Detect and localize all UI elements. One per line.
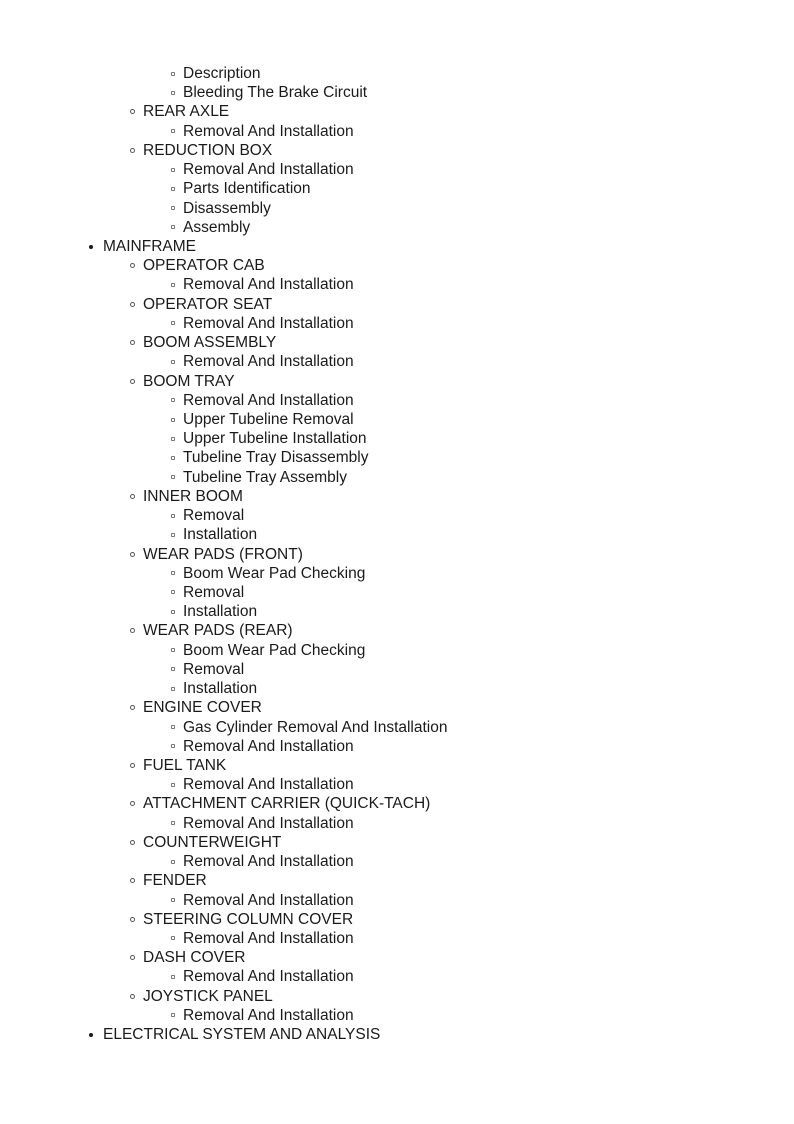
toc-subsection[interactable]	[143, 295, 272, 314]
toc-subsection[interactable]	[143, 372, 235, 391]
bullet-icon	[127, 295, 137, 314]
toc-entry[interactable]	[183, 391, 354, 410]
bullet-icon	[86, 237, 96, 256]
toc-entry[interactable]	[183, 468, 347, 487]
toc-subsection[interactable]	[143, 871, 207, 890]
toc-subsection[interactable]	[143, 756, 226, 775]
toc-entry-label: BOOM TRAY	[143, 372, 235, 390]
bullet-icon	[168, 179, 178, 198]
bullet-icon	[168, 275, 178, 294]
bullet-icon	[168, 583, 178, 602]
bullet-icon	[168, 352, 178, 371]
toc-entry-label: Tubeline Tray Assembly	[183, 468, 347, 486]
toc-section[interactable]	[103, 237, 196, 256]
bullet-icon	[168, 641, 178, 660]
toc-entry-label: INNER BOOM	[143, 487, 243, 505]
bullet-icon	[168, 718, 178, 737]
toc-entry-label: REDUCTION BOX	[143, 141, 273, 159]
toc-entry-label: Removal And Installation	[183, 161, 354, 179]
toc-subsection[interactable]	[143, 256, 265, 275]
bullet-icon	[127, 487, 137, 506]
toc-subsection[interactable]	[143, 621, 293, 640]
toc-entry-label: Upper Tubeline Removal	[183, 411, 354, 428]
toc-subsection[interactable]	[143, 487, 243, 506]
toc-entry-label: ATTACHMENT CARRIER (QUICK-TACH)	[143, 795, 431, 813]
toc-entry[interactable]	[183, 967, 354, 986]
bullet-icon	[168, 506, 178, 525]
toc-entry[interactable]	[183, 448, 369, 467]
toc-entry[interactable]	[183, 718, 448, 737]
bullet-icon	[168, 429, 178, 448]
toc-entry-label: Upper Tubeline Installation	[183, 430, 367, 448]
toc-entry[interactable]	[183, 314, 354, 333]
toc-subsection[interactable]	[143, 794, 430, 813]
toc-entry[interactable]	[183, 525, 257, 544]
bullet-icon	[168, 564, 178, 583]
toc-entry[interactable]	[183, 83, 367, 102]
toc-entry-label: ENGINE COVER	[143, 699, 262, 717]
toc-entry[interactable]	[183, 641, 365, 660]
toc-entry-label: Assembly	[183, 218, 251, 236]
toc-entry-label: Removal And Installation	[183, 968, 354, 986]
toc-entry-label: Removal And Installation	[183, 776, 354, 794]
bullet-icon	[168, 814, 178, 833]
toc-entry-label: JOYSTICK PANEL	[143, 987, 273, 1005]
bullet-icon	[168, 891, 178, 910]
toc-entry[interactable]	[183, 737, 354, 756]
toc-entry[interactable]	[183, 1006, 354, 1025]
toc-entry-label: Removal And Installation	[183, 314, 354, 332]
toc-entry[interactable]	[183, 160, 354, 179]
toc-entry[interactable]	[183, 64, 261, 83]
toc-entry-label: Installation	[183, 526, 258, 544]
toc-entry[interactable]	[183, 891, 354, 910]
bullet-icon	[168, 314, 178, 333]
bullet-icon	[168, 967, 178, 986]
toc-subsection[interactable]	[143, 948, 246, 967]
bullet-icon	[168, 160, 178, 179]
bullet-icon	[127, 141, 137, 160]
toc-entry-label: Description	[183, 65, 261, 82]
bullet-icon	[168, 83, 178, 102]
toc-entry[interactable]	[183, 429, 367, 448]
bullet-icon	[127, 333, 137, 352]
toc-entry[interactable]	[183, 122, 354, 141]
bullet-icon	[168, 525, 178, 544]
toc-section[interactable]	[103, 1025, 380, 1044]
bullet-icon	[168, 64, 178, 83]
toc-subsection[interactable]	[143, 698, 262, 717]
bullet-icon	[127, 948, 137, 967]
toc-entry-label: FENDER	[143, 872, 207, 890]
toc-entry[interactable]	[183, 352, 354, 371]
toc-entry-label: Removal	[183, 507, 245, 525]
toc-entry-label: Removal	[183, 660, 245, 678]
bullet-icon	[127, 372, 137, 391]
toc-entry[interactable]	[183, 602, 257, 621]
toc-entry-label: Gas Cylinder Removal And Installation	[183, 718, 448, 736]
toc-entry-label: Tubeline Tray Disassembly	[183, 449, 369, 467]
toc-entry-label: Removal And Installation	[183, 1006, 354, 1024]
bullet-icon	[127, 871, 137, 890]
toc-entry-label: OPERATOR SEAT	[143, 295, 273, 313]
toc-entry-label: Removal	[183, 583, 245, 601]
toc-entry-label: FUEL TANK	[143, 756, 227, 774]
toc-entry[interactable]	[183, 410, 354, 429]
toc-entry[interactable]	[183, 775, 354, 794]
toc-subsection[interactable]	[143, 987, 273, 1006]
bullet-icon	[168, 602, 178, 621]
bullet-icon	[127, 910, 137, 929]
toc-entry[interactable]	[183, 199, 271, 218]
bullet-icon	[168, 410, 178, 429]
toc-entry-label: Removal And Installation	[183, 929, 354, 947]
toc-entry-label: Removal And Installation	[183, 853, 354, 870]
toc-entry-label: DASH COVER	[143, 949, 246, 967]
bullet-icon	[168, 929, 178, 948]
toc-entry-label: WEAR PADS (REAR)	[143, 622, 293, 640]
bullet-icon	[168, 775, 178, 794]
toc-entry[interactable]	[183, 814, 354, 833]
bullet-icon	[168, 1006, 178, 1025]
bullet-icon	[168, 122, 178, 141]
toc-entry[interactable]	[183, 564, 365, 583]
bullet-icon	[168, 391, 178, 410]
bullet-icon	[127, 621, 137, 640]
toc-entry-label: BOOM ASSEMBLY	[143, 334, 277, 352]
toc-entry[interactable]	[183, 179, 311, 198]
toc-entry-label: Parts Identification	[183, 180, 311, 198]
toc-subsection[interactable]	[143, 545, 303, 564]
toc-entry-label: Boom Wear Pad Checking	[183, 641, 366, 659]
toc-entry[interactable]	[183, 506, 244, 525]
toc-entry-label: Boom Wear Pad Checking	[183, 564, 366, 582]
toc-entry-label: Disassembly	[183, 199, 271, 217]
toc-entry-label: Removal And Installation	[183, 353, 354, 371]
bullet-icon	[127, 833, 137, 852]
bullet-icon	[168, 468, 178, 487]
toc-entry-label: Removal And Installation	[183, 276, 354, 294]
toc-entry-label: ELECTRICAL SYSTEM AND ANALYSIS	[103, 1026, 381, 1043]
toc-entry[interactable]	[183, 583, 244, 602]
toc-entry-label: Removal And Installation	[183, 814, 354, 832]
bullet-icon	[168, 660, 178, 679]
toc-entry-label: Removal And Installation	[183, 391, 354, 409]
bullet-icon	[127, 102, 137, 121]
bullet-icon	[127, 987, 137, 1006]
bullet-icon	[168, 199, 178, 218]
toc-entry[interactable]	[183, 852, 354, 871]
toc-subsection[interactable]	[143, 102, 229, 121]
bullet-icon	[168, 448, 178, 467]
toc-subsection[interactable]	[143, 910, 353, 929]
toc-entry-label: Removal And Installation	[183, 737, 354, 755]
toc-entry-label: Bleeding The Brake Circuit	[183, 84, 368, 102]
toc-entry[interactable]	[183, 679, 257, 698]
bullet-icon	[86, 1025, 96, 1044]
bullet-icon	[127, 545, 137, 564]
bullet-icon	[168, 679, 178, 698]
toc-entry[interactable]	[183, 660, 244, 679]
toc-subsection[interactable]	[143, 333, 276, 352]
toc-entry-label: REAR AXLE	[143, 103, 230, 121]
toc-entry[interactable]	[183, 929, 354, 948]
bullet-icon	[168, 218, 178, 237]
bullet-icon	[127, 756, 137, 775]
toc-entry-label: COUNTERWEIGHT	[143, 833, 282, 851]
toc-entry-label: Installation	[183, 680, 258, 697]
toc-subsection[interactable]	[143, 141, 272, 160]
bullet-icon	[168, 737, 178, 756]
bullet-icon	[168, 852, 178, 871]
bullet-icon	[127, 256, 137, 275]
toc-entry-label: MAINFRAME	[103, 238, 196, 255]
bullet-icon	[127, 698, 137, 717]
toc-entry[interactable]	[183, 218, 250, 237]
toc-subsection[interactable]	[143, 833, 281, 852]
toc-entry-label: Installation	[183, 603, 258, 621]
toc-entry-label: Removal And Installation	[183, 891, 354, 909]
toc-entry-label: OPERATOR CAB	[143, 257, 265, 275]
toc-entry-label: WEAR PADS (FRONT)	[143, 545, 303, 563]
toc-entry-label: Removal And Installation	[183, 122, 354, 140]
bullet-icon	[127, 794, 137, 813]
toc-entry-label: STEERING COLUMN COVER	[143, 910, 354, 928]
toc-entry[interactable]	[183, 275, 354, 294]
